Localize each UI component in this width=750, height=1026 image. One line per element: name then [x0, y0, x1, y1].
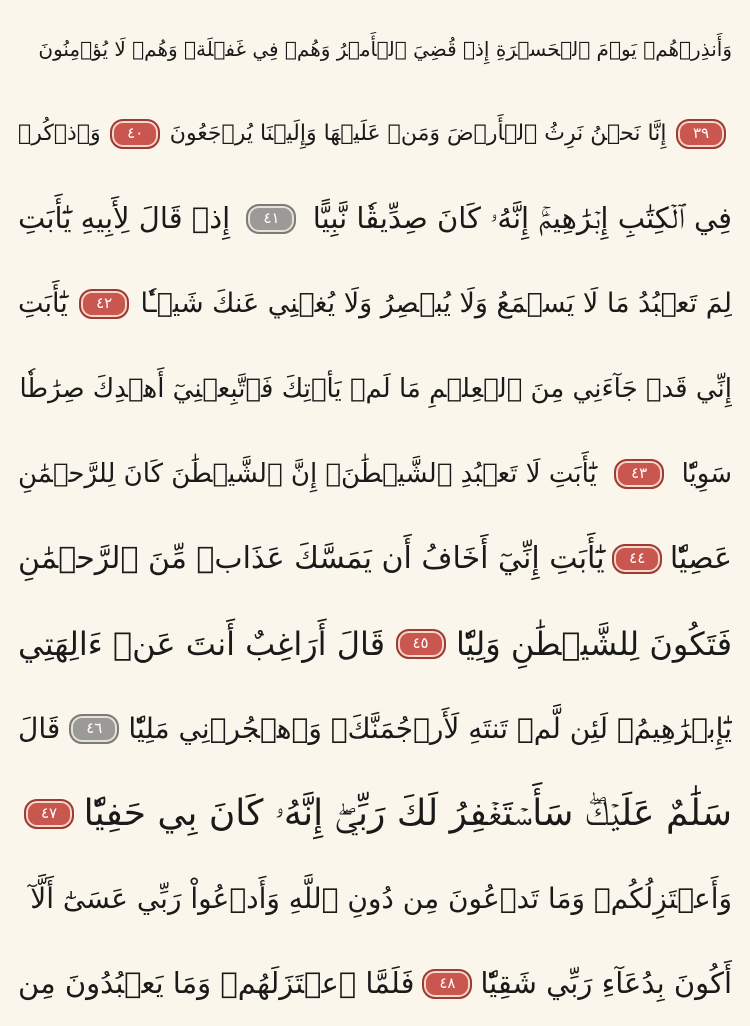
verse-text: إِذۡ قَالَ لِأَبِيهِ يَٰٓأَبَتِ [18, 201, 231, 235]
ayah-number-marker[interactable] [79, 289, 129, 319]
verse-line [18, 771, 732, 856]
verse-text: فَلَمَّا ٱعۡتَزَلَهُمۡ وَمَا يَعۡبُدُونَ مِن [18, 966, 415, 1000]
verse-text: سَلَٰمٌ عَلَيۡكَۖ سَأَسۡتَغۡفِرُ لَكَ رَبِّيٓۖ إِنَّهُۥ كَانَ بِي حَفِيّٗا [83, 792, 732, 834]
verse-text: وَأَعۡتَزِلُكُمۡ وَمَا تَدۡعُونَ مِن دُونِ ٱللَّهِ وَأَدۡعُواْ رَبِّي عَسَىٰٓ أَلَّآ [30, 881, 732, 915]
verse-text: وَٱذۡكُرۡ [18, 120, 101, 146]
verse-text: قَالَ [18, 711, 61, 745]
verse-line [18, 346, 732, 431]
verse-text: أَكُونَ بِدُعَآءِ رَبِّي شَقِيّٗا [480, 966, 732, 1000]
verse-line [18, 941, 732, 1026]
verse-line [18, 176, 732, 261]
verse-text: فَتَكُونَ لِلشَّيۡطَٰنِ وَلِيّٗا [456, 624, 732, 663]
verse-text: يَٰٓإِبۡرَٰهِيمُۖ لَئِن لَّمۡ تَنتَهِ لَأَرۡجُمَنَّكَۖ وَٱهۡجُرۡنِي مَلِيّٗا [128, 711, 732, 745]
ayah-number-marker[interactable] [396, 629, 446, 659]
ayah-number-marker[interactable] [69, 714, 119, 744]
verse-text: فِي ٱلۡكِتَٰبِ إِبۡرَٰهِيمَۚ إِنَّهُۥ كَانَ صِدِّيقٗا نَّبِيًّا [312, 201, 732, 235]
ayah-number: ٤٠ [127, 124, 144, 142]
verse-text: عَصِيّٗا [669, 540, 732, 576]
verse-text: يَٰٓأَبَتِ [18, 288, 68, 319]
ayah-number-marker[interactable] [676, 119, 726, 149]
verse-text: قَالَ أَرَاغِبٌ أَنتَ عَنۡ ءَالِهَتِي [18, 624, 386, 663]
verse-text: إِنَّا نَحۡنُ نَرِثُ ٱلۡأَرۡضَ وَمَنۡ عَلَيۡهَا وَإِلَيۡنَا يُرۡجَعُونَ [169, 120, 667, 146]
verse-text: وَأَنذِرۡهُمۡ يَوۡمَ ٱلۡحَسۡرَةِ إِذۡ قُضِيَ ٱلۡأَمۡرُ وَهُمۡ فِي غَفۡلَةٖ وَهُمۡ لَا يُؤۡمِنُونَ [38, 36, 732, 61]
ayah-number: ٤٥ [412, 634, 429, 652]
verse-line [18, 686, 732, 771]
verse-line [18, 516, 732, 601]
ayah-number: ٤٢ [96, 294, 113, 312]
ayah-number: ٣٩ [692, 124, 710, 142]
verse-text: لِمَ تَعۡبُدُ مَا لَا يَسۡمَعُ وَلَا يُبۡصِرُ وَلَا يُغۡنِي عَنكَ شَيۡـٔٗا [140, 288, 732, 319]
ayah-number: ٤٣ [631, 464, 648, 482]
verse-text: إِنِّي قَدۡ جَآءَنِي مِنَ ٱلۡعِلۡمِ مَا لَمۡ يَأۡتِكَ فَٱتَّبِعۡنِيٓ أَهۡدِكَ صِرَٰطٗا [19, 373, 732, 404]
verse-line [18, 431, 732, 516]
verse-text: سَوِيّٗا [681, 458, 732, 489]
verse-text: يَٰٓأَبَتِ لَا تَعۡبُدِ ٱلشَّيۡطَٰنَۖ إِنَّ ٱلشَّيۡطَٰنَ كَانَ لِلرَّحۡمَٰنِ [18, 458, 597, 489]
verse-line [18, 601, 732, 686]
ayah-number: ٤٦ [86, 719, 103, 737]
ayah-number: ٤١ [263, 209, 280, 227]
ayah-number: ٤٨ [439, 974, 456, 992]
ayah-number-marker[interactable] [612, 544, 662, 574]
verse-line [18, 856, 732, 941]
ayah-number-marker[interactable] [422, 969, 472, 999]
ayah-number-marker[interactable] [614, 459, 664, 489]
ayah-number: ٤٤ [629, 549, 646, 567]
verse-line [18, 261, 732, 346]
verse-text: يَٰٓأَبَتِ إِنِّيٓ أَخَافُ أَن يَمَسَّكَ عَذَابٞ مِّنَ ٱلرَّحۡمَٰنِ [18, 540, 605, 576]
ayah-number: ٤٧ [40, 804, 58, 822]
verse-line [18, 91, 732, 176]
verse-line [18, 6, 732, 91]
ayah-number-marker[interactable] [24, 799, 74, 829]
ayah-number-marker[interactable] [110, 119, 160, 149]
ayah-number-marker[interactable] [246, 204, 296, 234]
